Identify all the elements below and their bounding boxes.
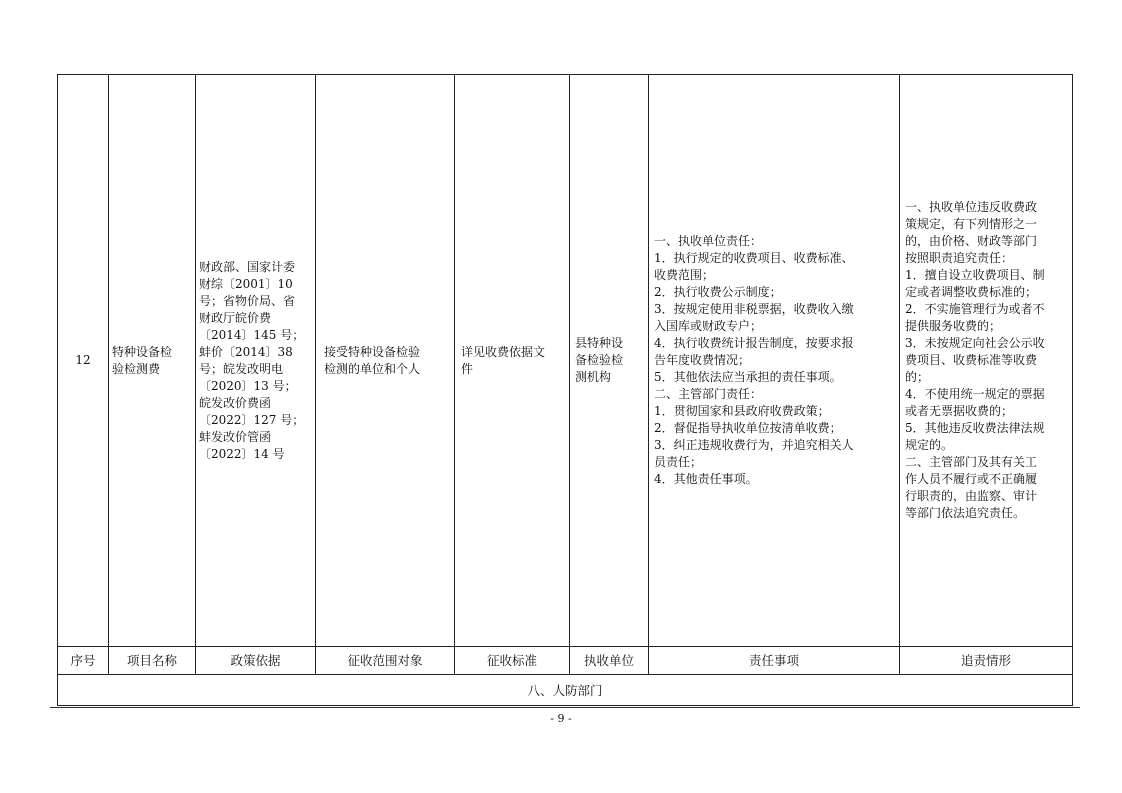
page-bottom-rule bbox=[50, 707, 1080, 708]
header-responsibility: 责任事项 bbox=[649, 647, 900, 675]
header-standard: 征收标准 bbox=[455, 647, 570, 675]
collecting-unit: 县特种设 备检验检 测机构 bbox=[570, 75, 649, 647]
header-scope: 征收范围对象 bbox=[316, 647, 455, 675]
table-header-row bbox=[58, 647, 1073, 675]
table-row bbox=[58, 75, 1073, 647]
collection-scope: 接受特种设备检验 检测的单位和个人 bbox=[316, 75, 455, 647]
section-title: 八、人防部门 bbox=[58, 675, 1073, 706]
header-unit: 执收单位 bbox=[570, 647, 649, 675]
section-row bbox=[58, 675, 1073, 706]
header-item-name: 项目名称 bbox=[109, 647, 196, 675]
policy-basis: 财政部、国家计委 财综〔2001〕10 号；省物价局、省 财政厅皖价费 〔2014〕145 号； 蚌价〔2014〕38 号；皖发改明电 〔2020〕13 号； 皖发改价费函 〔2022〕127 号； 蚌发改价管函 〔2022〕14 号 bbox=[196, 75, 316, 647]
item-name: 特种设备检 验检测费 bbox=[109, 75, 196, 647]
responsibility-items: 一、执收单位责任： 1．执行规定的收费项目、收费标准、 收费范围； 2．执行收费公示制度； 3．按规定使用非税票据，收费收入缴 入国库或财政专户； 4．执行收费统计报告制度，按要求报 告年度收费情况； 5．其他依法应当承担的责任事项。 二、主管部门责任： 1．贯彻国家和县政府收费政策； 2．督促指导执收单位按清单收费； 3．纠正违规收费行为，并追究相关人 员责任； 4．其他责任事项。 bbox=[649, 75, 900, 647]
collection-standard: 详见收费依据文 件 bbox=[455, 75, 570, 647]
row-number: 12 bbox=[58, 75, 109, 647]
fee-table bbox=[57, 74, 1073, 706]
header-accountability: 追责情形 bbox=[900, 647, 1073, 675]
accountability-cases: 一、执收单位违反收费政 策规定，有下列情形之一 的，由价格、财政等部门 按照职责追究责任： 1．擅自设立收费项目、制 定或者调整收费标准的； 2．不实施管理行为或者不 提供服务收费的； 3．未按规定向社会公示收 费项目、收费标准等收费 的； 4．不使用统一规定的票据 或者无票据收费的； 5．其他违反收费法律法规 规定的。 二、主管部门及其有关工 作人员不履行或不正确履 行职责的，由监察、审计 等部门依法追究责任。 bbox=[900, 75, 1073, 647]
header-no: 序号 bbox=[58, 647, 109, 675]
page-number: - 9 - bbox=[550, 712, 572, 725]
header-policy-basis: 政策依据 bbox=[196, 647, 316, 675]
